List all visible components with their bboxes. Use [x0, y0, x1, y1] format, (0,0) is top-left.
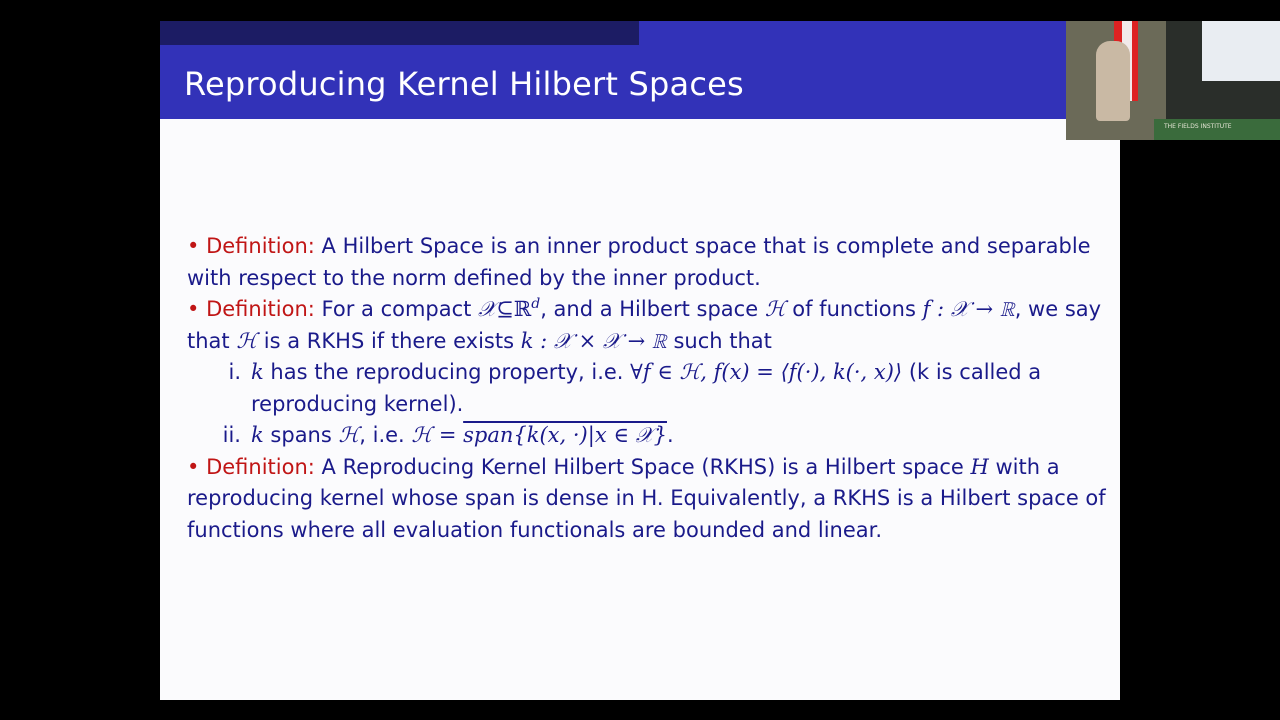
- item-number: i.: [228, 360, 241, 384]
- speaker-video-inset: [1066, 21, 1280, 140]
- definition-text: A Hilbert Space is an inner product space that is complete and separable with respect to the norm defined by the inner product.: [187, 234, 1091, 290]
- text: , we say that: [187, 297, 1102, 353]
- item-number: ii.: [222, 423, 241, 447]
- inset-projection-screen: [1202, 21, 1280, 81]
- text: spans: [270, 423, 332, 447]
- math-lhs: ℋ =: [411, 423, 457, 447]
- bullet: •: [187, 297, 200, 321]
- definition-3: [187, 452, 1107, 547]
- slide-title: Reproducing Kernel Hilbert Spaces: [184, 65, 744, 103]
- text: such that: [673, 328, 772, 353]
- bullet: •: [187, 234, 200, 258]
- math-H: ℋ: [236, 328, 258, 353]
- math-d: d: [531, 296, 541, 312]
- text: , i.e.: [359, 423, 405, 447]
- slide: [160, 21, 1120, 700]
- math-H: ℋ: [338, 423, 360, 447]
- definition-label: Definition:: [206, 234, 315, 258]
- text: of functions: [792, 297, 916, 321]
- text: A Reproducing Kernel Hilbert Space (RKHS) is a Hilbert space: [321, 454, 964, 479]
- speaker: [1096, 41, 1130, 121]
- item-text: [251, 357, 1107, 420]
- property-item: [207, 420, 1107, 452]
- math-H: ℋ: [764, 297, 786, 321]
- item-text: [251, 420, 674, 452]
- slide-header: [160, 21, 1066, 119]
- math-R: ℝ: [513, 297, 532, 321]
- math-span-closure: span{k(x, ·)|x ∈ 𝒳}: [463, 423, 667, 447]
- math-f-map: f : 𝒳 → ℝ: [922, 297, 1015, 321]
- definition-2: [187, 294, 1107, 452]
- text: For a compact: [321, 297, 472, 321]
- definition-label: Definition:: [206, 454, 315, 479]
- math-reproducing: ∀f ∈ ℋ, f(x) = ⟨f(·), k(·, x)⟩: [630, 360, 903, 384]
- bullet: •: [187, 454, 200, 479]
- math-k-map: k : 𝒳 × 𝒳 → ℝ: [520, 328, 667, 353]
- header-strip: [160, 21, 639, 45]
- podium-label: THE FIELDS INSTITUTE: [1164, 123, 1232, 130]
- math-k: k: [251, 423, 264, 447]
- definition-1: [187, 231, 1107, 294]
- math-subseteq: ⊆: [496, 297, 514, 321]
- text: is a RKHS if there exists: [263, 328, 515, 353]
- podium: [1154, 119, 1280, 140]
- slide-body: [187, 231, 1107, 546]
- property-item: [207, 357, 1107, 420]
- text: has the reproducing property, i.e.: [270, 360, 624, 384]
- property-list: [207, 357, 1107, 452]
- math-X: 𝒳: [478, 297, 497, 321]
- math-k: k: [251, 360, 264, 384]
- text: (k is called a reproducing kernel).: [251, 360, 1042, 416]
- definition-label: Definition:: [206, 297, 315, 321]
- text: with a reproducing kernel whose span is dense in H. Equivalently, a RKHS is a Hilbert space of functions where all evaluation functionals are bounded and linear.: [187, 454, 1106, 542]
- text: , and a Hilbert space: [540, 297, 759, 321]
- math-H: H: [970, 454, 989, 479]
- text: .: [666, 423, 674, 447]
